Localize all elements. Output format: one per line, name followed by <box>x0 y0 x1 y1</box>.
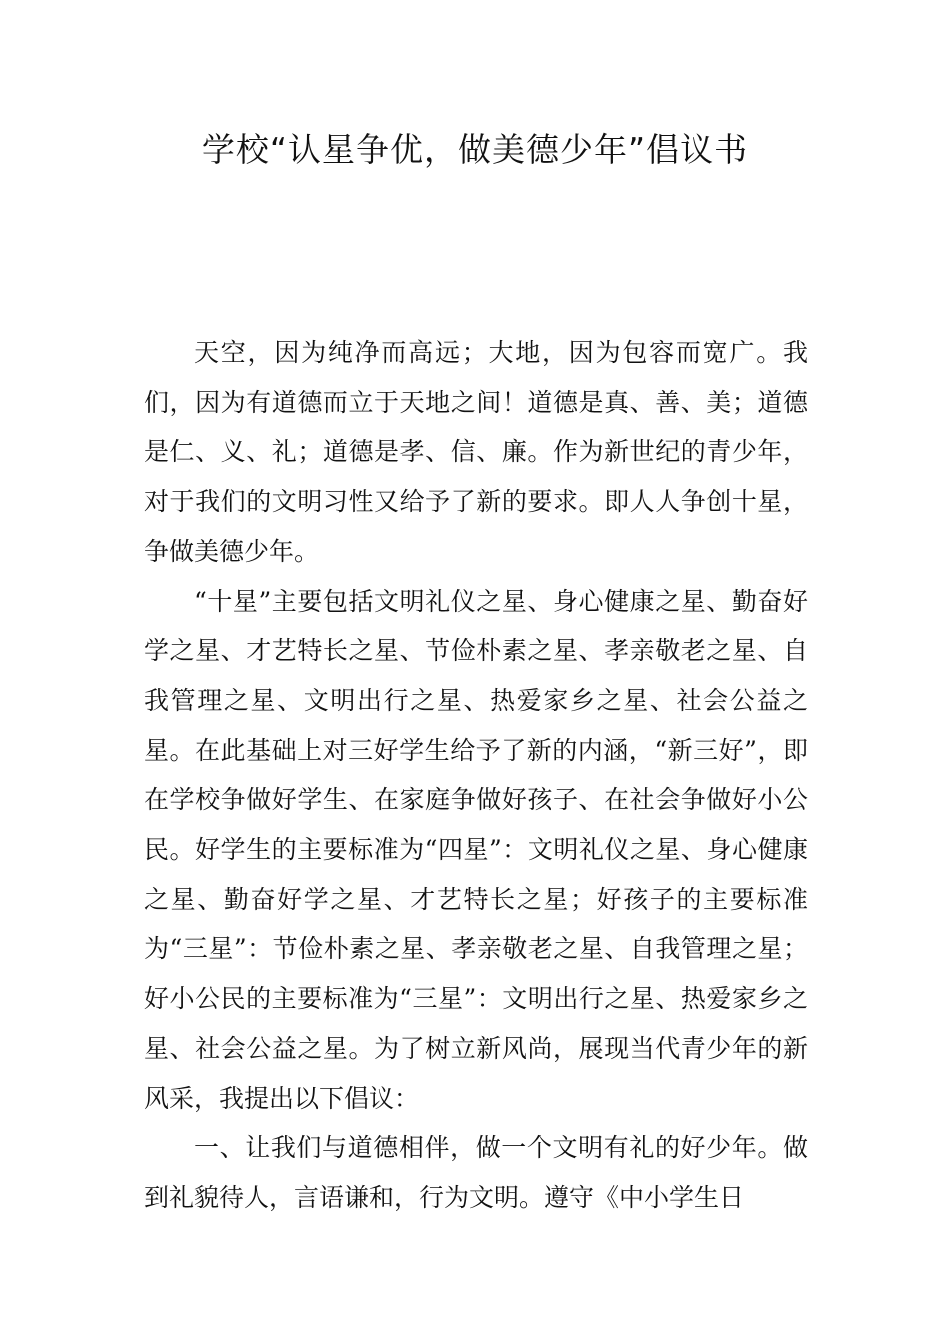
document-body <box>144 328 808 1223</box>
paragraph-ten-stars: “十星”主要包括文明礼仪之星、身心健康之星、勤奋好学之星、才艺特长之星、节俭朴素之星、孝亲敬老之星、自我管理之星、文明出行之星、热爱家乡之星、社会公益之星。在此基础上对三好学生给予了新的内涵，“新三好”，即在学校争做好学生、在家庭争做好孩子、在社会争做好小公民。好学生的主要标准为“四星”：文明礼仪之星、身心健康之星、勤奋好学之星、才艺特长之星；好孩子的主要标准为“三星”：节俭朴素之星、孝亲敬老之星、自我管理之星；好小公民的主要标准为“三星”：文明出行之星、热爱家乡之星、社会公益之星。为了树立新风尚，展现当代青少年的新风采，我提出以下倡议： <box>144 586 808 1113</box>
paragraph-intro: 天空，因为纯净而高远；大地，因为包容而宽广。我们，因为有道德而立于天地之间！道德是真、善、美；道德是仁、义、礼；道德是孝、信、廉。作为新世纪的青少年，对于我们的文明习性又给予了新的要求。即人人争创十星，争做美德少年。 <box>144 338 808 566</box>
paragraph-proposal-one: 一、让我们与道德相伴，做一个文明有礼的好少年。做到礼貌待人，言语谦和，行为文明。遵守《中小学生日 <box>144 1133 808 1212</box>
document-title: 学校“认星争优，做美德少年”倡议书 <box>201 130 749 169</box>
